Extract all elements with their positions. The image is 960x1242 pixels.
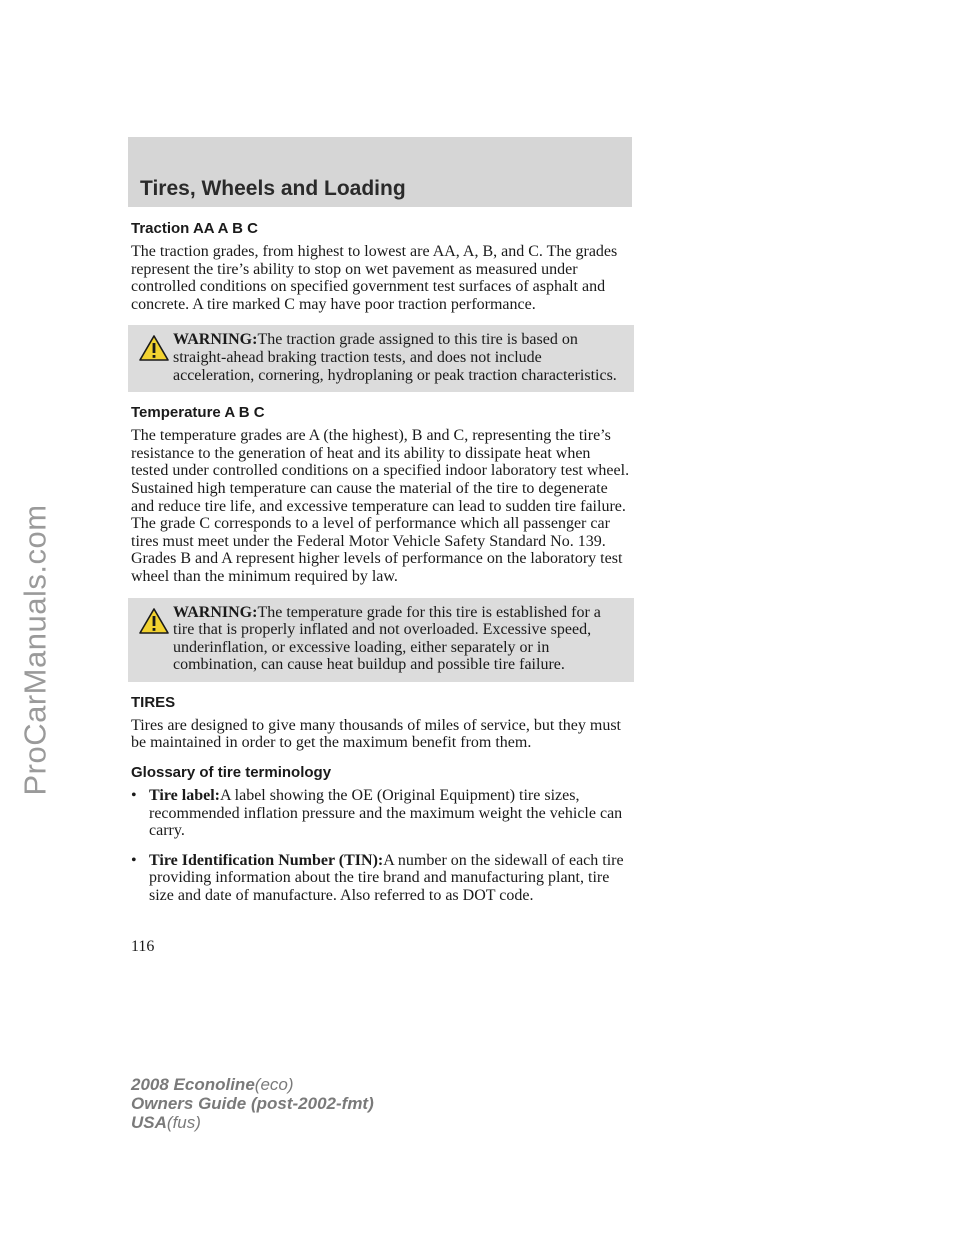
footer-market: USA (131, 1113, 167, 1132)
traction-warning-box (128, 325, 634, 392)
warning-triangle-icon (138, 607, 170, 635)
temperature-warning-box (128, 598, 634, 682)
warning-label: WARNING: (173, 331, 258, 349)
bullet-icon: • (131, 851, 137, 869)
glossary-term: Tire Identification Number (TIN): (149, 851, 384, 869)
glossary-term: Tire label: (149, 787, 220, 805)
document-footer (131, 1075, 374, 1132)
tires-paragraph: Tires are designed to give many thousands of miles of service, but they must be maintained in order to get the maximum benefit from them. (131, 716, 621, 752)
tires-heading: TIRES (131, 693, 176, 711)
watermark (6, 500, 66, 800)
glossary-heading: Glossary of tire terminology (131, 764, 332, 782)
footer-model: 2008 Econoline (131, 1075, 255, 1094)
footer-market-code: (fus) (166, 1113, 201, 1132)
page-content (131, 220, 631, 917)
glossary-item (131, 787, 631, 840)
glossary-definition: A number on the sidewall of each tire providing information about the tire brand and manufacturing plant, tire size and date of manufacture. Also referred to as DOT code. (149, 851, 624, 905)
warning-label: WARNING: (173, 603, 258, 621)
glossary-list (131, 787, 631, 905)
footer-guide: Owners Guide (post-2002-fmt) (131, 1094, 374, 1113)
footer-model-code: (eco) (254, 1075, 294, 1094)
page-number: 116 (131, 938, 155, 955)
traction-heading: Traction AA A B C (131, 220, 258, 237)
section-title: Tires, Wheels and Loading (140, 177, 406, 200)
temperature-warning-text (131, 604, 620, 674)
bullet-icon: • (131, 787, 137, 805)
traction-warning-text (131, 331, 620, 384)
watermark-text: ProCarManuals.com (18, 504, 54, 796)
warning-body: The traction grade assigned to this tire is based on straight-ahead braking traction tests, and does not include acceleration, cornering, hydroplaning or peak traction characteristics. (173, 331, 617, 384)
traction-paragraph: The traction grades, from highest to lowest are AA, A, B, and C. The grades represent the tire’s ability to stop on wet pavement as measured under controlled conditions on specified government test surfaces of asphalt and concrete. A tire marked C may have poor traction performance. (131, 243, 618, 313)
warning-body: The temperature grade for this tire is established for a tire that is properly inflated and not overloaded. Excessive speed, underinflation, or excessive loading, either separately or in combination, can cause heat buildup and possible tire failure. (173, 603, 601, 674)
glossary-definition: A label showing the OE (Original Equipment) tire sizes, recommended inflation pressure and the maximum weight the vehicle can carry. (149, 787, 623, 840)
warning-triangle-icon (138, 334, 170, 362)
temperature-paragraph: The temperature grades are A (the highest), B and C, representing the tire’s resistance to the generation of heat and its ability to dissipate heat when tested under controlled conditions on a specified indoor laboratory test wheel. Sustained high temperature can cause the material of the tire to degenerate and reduce tire life, and excessive temperature can lead to sudden tire failure. The grade C corresponds to a level of performance which all passenger car tires must meet under the Federal Motor Vehicle Safety Standard No. 139. Grades B and A represent higher levels of performance on the laboratory test wheel than the minimum required by law. (131, 427, 630, 585)
glossary-item (131, 852, 631, 905)
temperature-heading: Temperature A B C (131, 404, 265, 422)
